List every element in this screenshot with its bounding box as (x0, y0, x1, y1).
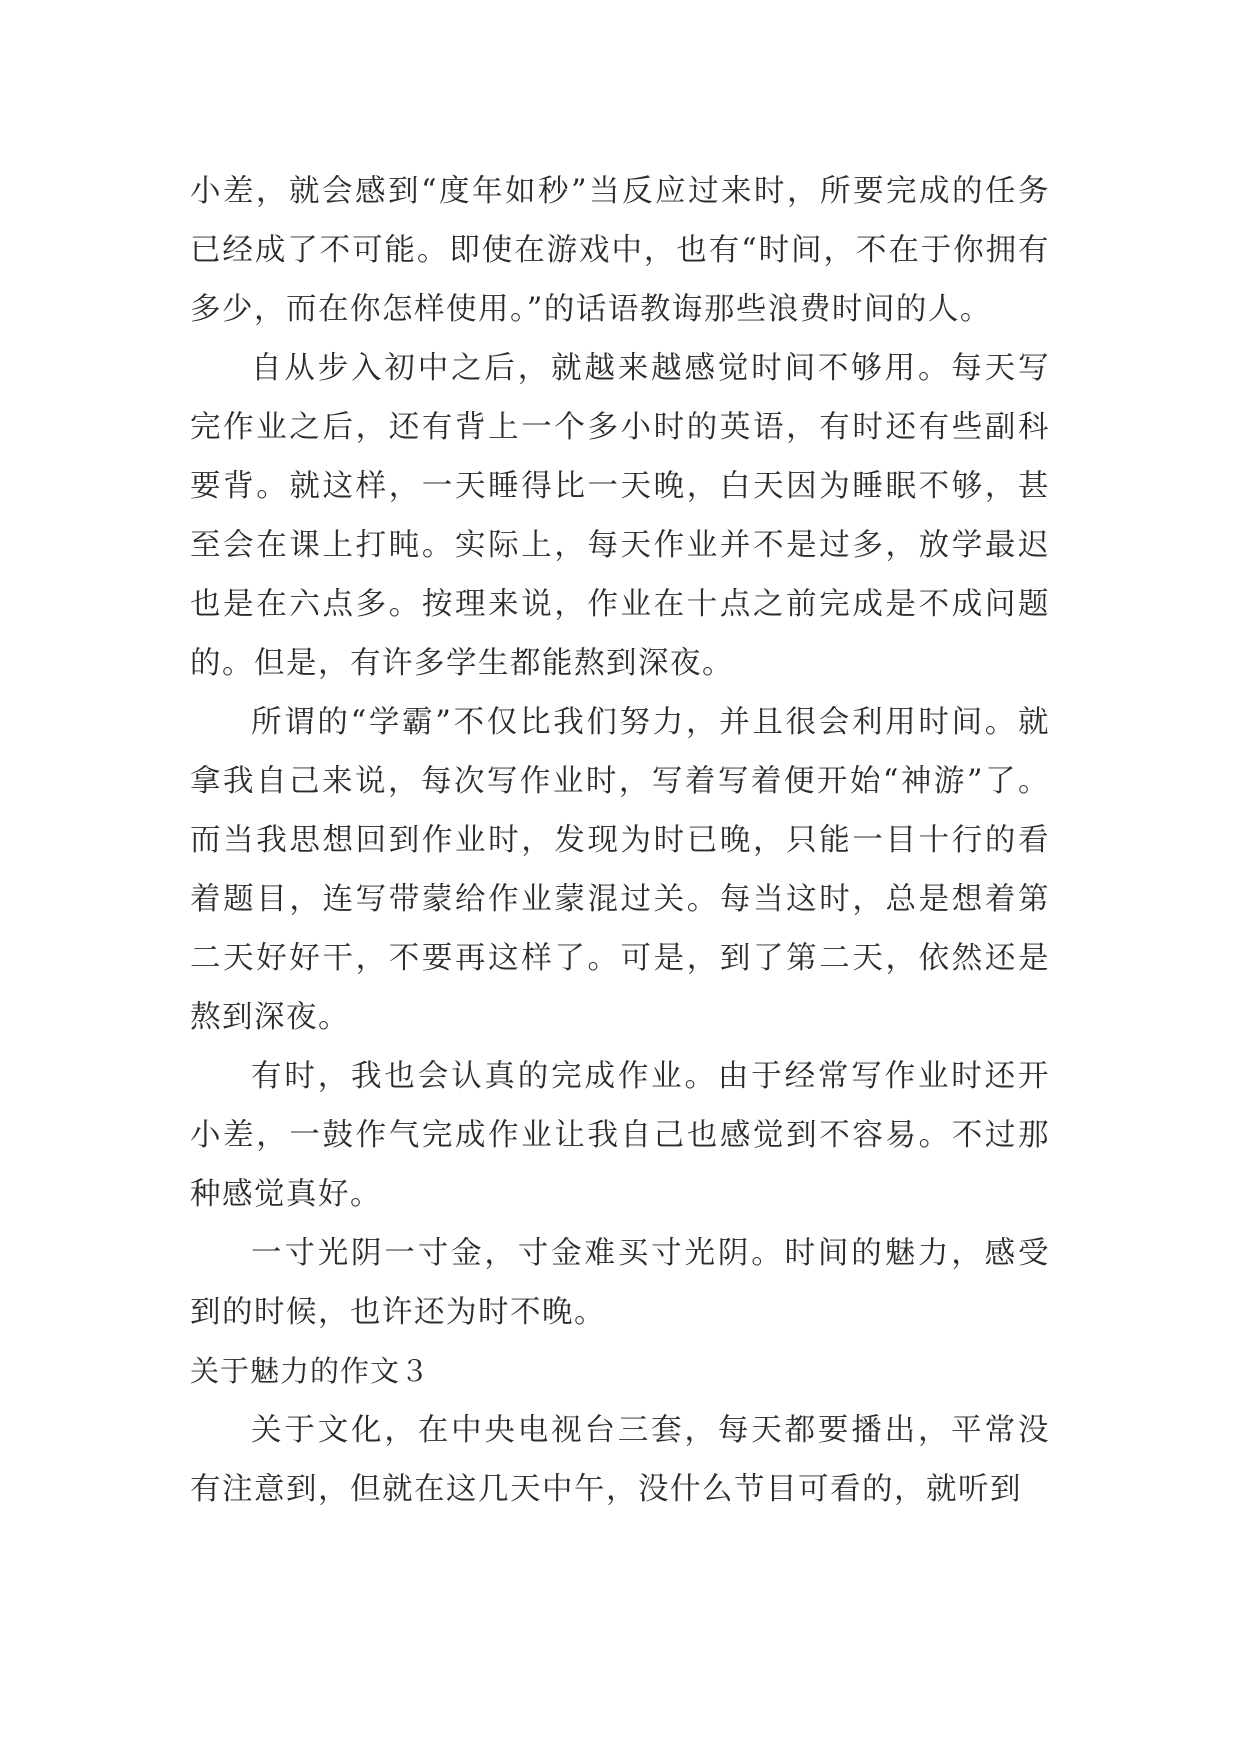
paragraph-2: 自从步入初中之后，就越来越感觉时间不够用。每天写完作业之后，还有背上一个多小时的英语，有时还有些副科要背。就这样，一天睡得比一天晚，白天因为睡眠不够，甚至会在课上打盹。实际上，每天作业并不是过多，放学最迟也是在六点多。按理来说，作业在十点之前完成是不成问题的。但是，有许多学生都能熬到深夜。 (190, 351, 1050, 681)
section-heading: 关于魅力的作文３ (190, 1354, 431, 1388)
paragraph-3: 所谓的“学霸”不仅比我们努力，并且很会利用时间。就拿我自己来说，每次写作业时，写着写着便开始“神游”了。而当我思想回到作业时，发现为时已晚，只能一目十行的看着题目，连写带蒙给作业蒙混过关。每当这时，总是想着第二天好好干，不要再这样了。可是，到了第二天，依然还是熬到深夜。 (190, 705, 1050, 1035)
paragraph-4: 有时，我也会认真的完成作业。由于经常写作业时还开小差，一鼓作气完成作业让我自己也感觉到不容易。不过那种感觉真好。 (190, 1059, 1050, 1212)
paragraph-6: 关于文化，在中央电视台三套，每天都要播出，平常没有注意到，但就在这几天中午，没什么节目可看的，就听到 (190, 1413, 1050, 1507)
paragraph-1: 小差，就会感到“度年如秒”当反应过来时，所要完成的任务已经成了不可能。即使在游戏中，也有“时间，不在于你拥有多少，而在你怎样使用。”的话语教诲那些浪费时间的人。 (190, 174, 1050, 327)
document-body (190, 162, 1050, 1519)
paragraph-5: 一寸光阴一寸金，寸金难买寸光阴。时间的魅力，感受到的时候，也许还为时不晚。 (190, 1236, 1050, 1330)
